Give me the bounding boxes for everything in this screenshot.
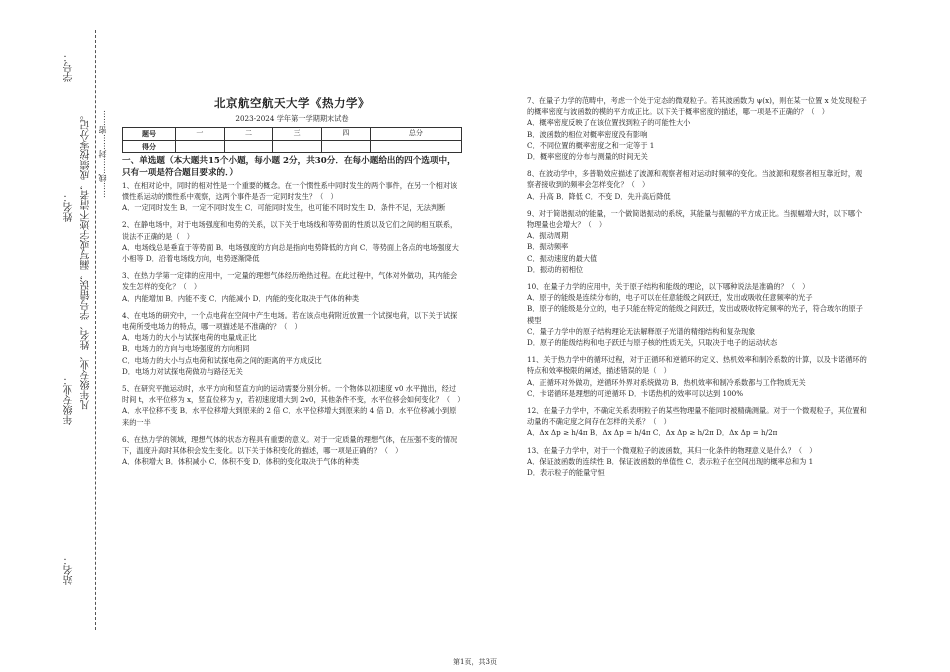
page-number: 第1页，共3页 (453, 658, 497, 666)
question-option: D．振动的初相位 (527, 264, 584, 274)
score-cell (273, 140, 322, 152)
question-option: A．概率密度反映了在该位置找到粒子的可能性大小 (527, 118, 691, 128)
question-stem: 7、在量子力学的范畴中，考虑一个处于定态的微观粒子。若其波函数为 ψ(x)，则在某一位置 x 处发现粒子的概率密度与波函数的模的平方成正比。以下关于概率密度的描述，哪一项是不正确的？（ ） (527, 96, 867, 117)
question-stem: 12、在量子力学中，不确定关系表明粒子的某些物理量不能同时被精确测量。对于一个微观粒子，其位置和动量的不确定度之间存在怎样的关系？（ ） (527, 406, 867, 427)
question-list-right (527, 95, 867, 478)
question-option: D．电场力对试探电荷做功与路径无关 (122, 366, 243, 376)
question-stem: 2、在静电场中，对于电场强度和电势的关系，以下关于电场线和等势面的性质以及它们之间的相互联系，说法不正确的是（ ） (122, 220, 458, 241)
score-table-header-row (123, 128, 462, 140)
question-item (527, 405, 867, 439)
question-list-left (122, 180, 465, 468)
question-option: B．电场力的方向与电场强度的方向相同 (122, 344, 250, 354)
score-header-cell: 二 (224, 128, 273, 140)
notice-text: 凡年级专业、姓名、学号错误，漏写或字迹不清者，成绩按零分记。 (81, 110, 92, 410)
score-cell (322, 140, 371, 152)
question-item (122, 383, 465, 428)
binding-margin (0, 0, 110, 672)
question-item (122, 180, 462, 214)
question-option: C．电场力的大小与点电荷和试探电荷之间的距离的平方成反比 (122, 355, 322, 365)
score-header-cell: 三 (273, 128, 322, 140)
question-option: B．原子的能级是分立的，电子只能在特定的能级之间跃迁，发出或吸收特定频率的光子，符合玻尔的原子模型 (527, 304, 863, 325)
question-option: C．卡诺循环是理想的可逆循环 D．卡诺热机的效率可以达到 100% (527, 388, 744, 398)
student-id-label: 学号： (64, 52, 75, 82)
exam-subtitle: 2023-2024 学年第一学期期末试卷 (235, 114, 349, 124)
question-option: A．水平位移不变 B．水平位移增大到原来的 2 倍 C．水平位移增大到原来的 4 倍 D．水平位移减小到原来的一半 (122, 406, 457, 427)
question-option: D．概率密度的分布与测量的时间无关 (527, 152, 648, 162)
question-item (122, 434, 462, 468)
question-stem: 4、在电场的研究中，一个点电荷在空间中产生电场。若在该点电荷附近放置一个试探电荷，以下关于试探电荷所受电场力的特点，哪一项描述是不准确的？（ ） (122, 310, 458, 332)
question-option: C．量子力学中的原子结构理论无法解释原子光谱的精细结构和复杂现象 (527, 326, 756, 336)
question-stem: 6、在热力学的领域，理想气体的状态方程具有重要的意义。对于一定质量的理想气体，在压强不变的情况下，温度升高时其体积会发生变化。以下关于体积变化的描述，哪一项是正确的？（ ） (122, 434, 458, 456)
question-stem: 10、在量子力学的应用中，关于原子结构和能级的理论，以下哪种说法是准确的？（ ） (527, 282, 810, 292)
question-option: A．Δx Δp ≥ h/4π B．Δx Δp = h/4π C．Δx Δp ≥ h/2π D．Δx Δp = h/2π (527, 428, 778, 438)
question-stem: 9、对于简谐振动的能量，一个做简谐振动的系统，其能量与振幅的平方成正比。当振幅增大时，以下哪个物理量也会增大？（ ） (527, 208, 863, 230)
score-table-score-row (123, 140, 462, 152)
exam-title: 北京航空航天大学《热力学》 (214, 96, 370, 110)
class-label: 年级专业： (64, 375, 75, 425)
score-cell (176, 140, 225, 152)
question-option: A．保证波函数的连续性 B．保证波函数的单值性 C．表示粒子在空间出现的概率总和为 1 (527, 456, 814, 466)
school-label: 站名： (64, 555, 75, 585)
question-option: B．波函数的相位对概率密度没有影响 (527, 129, 648, 139)
score-row-label: 得分 (123, 140, 176, 152)
question-option: C．振动速度的最大值 (527, 253, 598, 263)
question-option: A．电场力的大小与试探电荷的电量成正比 (122, 333, 257, 343)
question-option: C．不同位置的概率密度之和一定等于 1 (527, 140, 655, 150)
score-table (122, 127, 462, 152)
question-option: A．升高 B．降低 C．不变 D．先升高后降低 (527, 191, 671, 201)
question-item (527, 168, 867, 202)
score-header-cell: 一 (176, 128, 225, 140)
question-option: D．原子的能级结构和电子跃迁与原子核的性质无关，只取决于电子的运动状态 (527, 338, 778, 348)
question-item (527, 281, 867, 348)
seal-line-text: ……线……封……密…… (98, 110, 107, 198)
score-header-cell: 总分 (370, 128, 461, 140)
question-option: A．一定同时发生 B．一定不同时发生 C．可能同时发生，也可能不同时发生 D．条件不足，无法判断 (122, 203, 446, 213)
question-option: A．正循环对外做功，逆循环外界对系统做功 B．热机效率和制冷系数都与工作物质无关 (527, 377, 806, 387)
question-option: B．振动频率 (527, 242, 569, 252)
question-option: D．表示粒子的能量守恒 (527, 468, 605, 478)
question-stem: 1、在相对论中，同时的相对性是一个重要的概念。在一个惯性系中同时发生的两个事件，在另一个相对该惯性系运动的惯性系中观察，这两个事件是否一定同时发生？（ ） (122, 180, 458, 202)
question-item (527, 95, 867, 162)
section-heading: 一、单选题（本大题共15个小题，每小题 2分，共30分．在每小题给出的四个选项中，只有一项是符合题目要求的．） (122, 155, 456, 178)
question-stem: 8、在波动学中，多普勒效应描述了波源和观察者相对运动时频率的变化。当波源和观察者相互靠近时，观察者接收到的频率会怎样变化？（ ） (527, 169, 863, 190)
question-item (527, 445, 867, 479)
question-option: A．内能增加 B．内能不变 C．内能减小 D．内能的变化取决于气体的种类 (122, 293, 360, 303)
name-label: 姓名： (64, 192, 75, 222)
question-item (122, 310, 462, 377)
question-item (122, 219, 462, 264)
left-column (122, 96, 465, 473)
score-cell (370, 140, 461, 152)
question-item (527, 208, 867, 275)
question-item (122, 270, 462, 304)
question-stem: 3、在热力学第一定律的应用中，一定量的理想气体经历绝热过程。在此过程中，气体对外做功，其内能会发生怎样的变化？（ ） (122, 271, 458, 292)
right-column (527, 95, 867, 484)
question-item (527, 354, 867, 399)
cut-line (95, 30, 96, 630)
question-option: A．电场线总是垂直于等势面 B．电场强度的方向总是指向电势降低的方向 C．等势面上各点的电场强度大小相等 D．沿着电场线方向，电势逐渐降低 (122, 242, 459, 264)
question-stem: 11、关于热力学中的循环过程，对于正循环和逆循环的定义、热机效率和制冷系数的计算，以及卡诺循环的特点和效率极限的阐述，描述错误的是（ ） (527, 355, 867, 376)
question-stem: 5、在研究平抛运动时，水平方向和竖直方向的运动需要分别分析。一个物体以初速度 v0 水平抛出，经过时间 t，水平位移为 x，竖直位移为 y，若初速度增大到 2v0，其他条件不变，水平位移会如何变化？（ ） (122, 384, 465, 405)
question-option: A．原子的能级是连续分布的，电子可以在任意能级之间跃迁，发出或吸收任意频率的光子 (527, 293, 813, 303)
question-option: A．振动周期 (527, 231, 569, 241)
score-header-cell: 题号 (123, 128, 176, 140)
score-header-cell: 四 (322, 128, 371, 140)
score-cell (224, 140, 273, 152)
question-option: A．体积增大 B．体积减小 C．体积不变 D．体积的变化取决于气体的种类 (122, 457, 360, 467)
question-stem: 13、在量子力学中，对于一个微观粒子的波函数，其归一化条件的物理意义是什么？（ ） (527, 445, 817, 455)
